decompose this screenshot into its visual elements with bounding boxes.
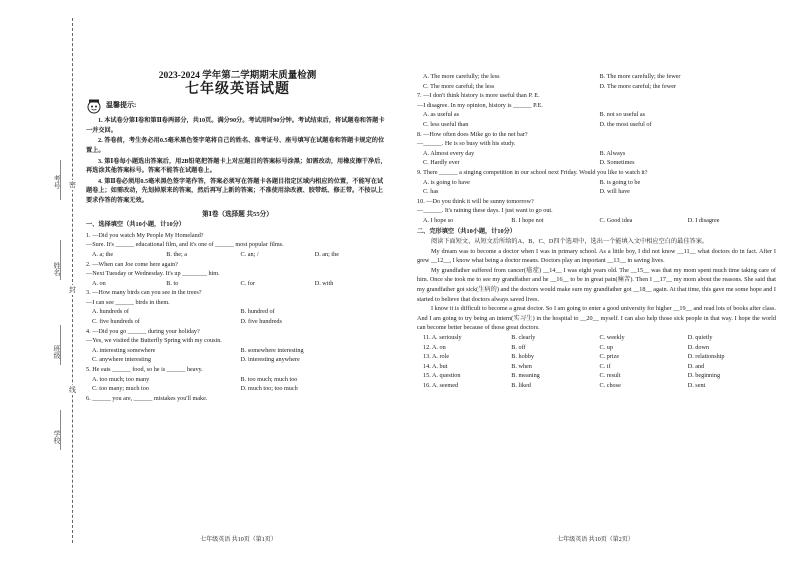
option-grid (86, 307, 389, 326)
cloze-option-row (417, 362, 776, 372)
option-c: C. chose (599, 382, 621, 389)
question-stem-2: —I can see ______ birds in them. (86, 298, 170, 306)
option-c: C. up (599, 343, 613, 351)
option-b: B. too much; much too (240, 375, 298, 383)
subject-title: 七年级英语试题 (185, 81, 290, 97)
binding-strip (0, 0, 78, 561)
option-row (86, 279, 389, 289)
option-a: A. on (92, 279, 106, 287)
notice-heading-text: 温馨提示: (106, 101, 137, 110)
option-c: C. an; / (240, 250, 259, 258)
option-a: 14. A. but (423, 362, 448, 370)
question-9 (417, 168, 776, 197)
cloze-option-row (417, 371, 776, 381)
question-stem: 3. —How many birds can you see in the trees? (86, 289, 202, 297)
option-c: C. Hardly ever (423, 159, 460, 167)
name-rule (60, 240, 62, 280)
option-b: B. liked (511, 382, 531, 389)
question-stem: 2. —When can Joe come here again? (86, 260, 178, 268)
notice-list (86, 116, 389, 205)
option-d: D. much too; too much (240, 385, 298, 393)
cloze-paragraph: My grandfather suffered from cancer(癌症) __14__ I was eight years old. The __15__ was that my mom spent much time taking care of him. Once she took me to see my grandfather and he __16__ to be in great pain(痛苦). Then I __17__ my mom about the reasons. She said that my grandfather got sick(生病的) and the doctors would make sure my grandfather got __18__ again. At that time, this gave me some hope and I started to believe that doctors always saved lives. (417, 266, 776, 303)
question-4 (86, 327, 389, 365)
option-b: B. Always (599, 149, 626, 157)
notice-item: 4. 第Ⅱ卷必须用0.5毫米黑色签字笔作答，答案必须写在答题卡各题目指定区域内相应的位置，不能写在试题卷上；如需改动，先划掉原来的答案，然后再写上新的答案；不准使用涂改液、胶带纸、修正带。不按以上要求作答的答案无效。 (86, 177, 384, 204)
option-c: C. Good idea (599, 216, 633, 224)
question-stem-2: —______. It's raining these days. I just want to go out. (417, 207, 553, 215)
option-c: C. if (599, 362, 611, 370)
option-d: D. and (687, 362, 705, 370)
option-d: D. an; the (314, 250, 339, 258)
question-stem-2: —Yes, we visited the Butterfly Spring with my cousin. (86, 337, 222, 345)
option-a: 15. A. question (423, 372, 461, 380)
name-label: 姓名 (53, 262, 61, 276)
option-a: 13. A. role (423, 353, 450, 361)
option-grid (417, 149, 776, 168)
question-stem: 5. He eats ______ food, so he is ______ heavy. (86, 366, 203, 374)
option-b: B. to (166, 279, 179, 287)
cloze-option-row (417, 381, 776, 391)
option-c: C. anywhere interesting (92, 356, 151, 364)
question-stem: 9. There ______ a singing competition in our school next Friday. Would you like to watch it? (417, 168, 648, 176)
class-rule (60, 325, 62, 365)
option-b: B. is going to be (599, 178, 641, 186)
option-d: D. The more careful; the fewer (599, 82, 677, 90)
left-footer: 七年级英语 共10页（第1页） (200, 537, 277, 543)
option-b: B. somewhere interesting (240, 346, 304, 354)
right-footer: 七年级英语 共10页（第2页） (557, 537, 634, 543)
option-c: C. weekly (599, 334, 625, 342)
option-d: D. will have (599, 188, 630, 196)
cloze-option-row (417, 352, 776, 362)
option-c: C. five hundreds of (92, 318, 140, 326)
option-c: C. for (240, 279, 255, 287)
right-page (397, 0, 794, 561)
question-stem-2: —Sure. It's ______ educational film, and it's one of ______ most popular films. (86, 241, 284, 249)
option-c: C. has (423, 188, 439, 196)
option-a: 11. A. seriously (423, 334, 462, 342)
question-stem-2: —I disagree. In my opinion, history is ______ P.E. (417, 101, 543, 109)
option-b: B. not so useful as (599, 111, 646, 119)
option-b: B. the; a (166, 250, 188, 258)
question-7 (417, 91, 776, 129)
seal-mark: 密 (69, 181, 76, 189)
option-b: B. I hope not (511, 216, 544, 224)
question-10 (417, 197, 776, 226)
option-a: A. as useful as (423, 111, 460, 119)
option-row (417, 216, 776, 226)
option-a: A. too much; too many (92, 375, 150, 383)
option-a: A. hundreds of (92, 308, 129, 316)
school-label: 学校 (53, 430, 61, 444)
question-stem: 1. —Did you watch My People My Homeland? (86, 231, 204, 239)
section1-title: 一、选择填空（共10小题，计10分） (86, 221, 185, 229)
option-b: B. hundred of (240, 308, 275, 316)
option-b: B. hobby (511, 353, 534, 361)
option-grid (417, 110, 776, 129)
question-3 (86, 288, 389, 326)
option-b: B. off (511, 343, 526, 351)
option-b: B. when (511, 362, 532, 370)
question-stem-2: —Next Tuesday or Wednesday. It's up ________ him. (86, 270, 220, 278)
option-d: D. beginning (687, 372, 721, 380)
class-label: 班级 (53, 345, 61, 359)
question-stem: 4. —Did you go ______ during your holiday? (86, 327, 200, 335)
question-stem: 8. —How often does Mike go to the net bar? (417, 130, 528, 138)
question-2 (86, 260, 389, 289)
option-d: D. Sometimes (599, 159, 635, 167)
option-d: D. the most useful of (599, 120, 652, 128)
notice-heading (86, 98, 389, 114)
option-d: D. sent (687, 382, 706, 389)
option-a: A. a; the (92, 250, 114, 258)
option-a: A. Almost every day (423, 149, 475, 157)
notice-item: 1. 本试卷分第Ⅰ卷和第Ⅱ卷两部分，共10页。满分90分。考试用时90分钟。考试结束后，将试题卷和答题卡一并交回。 (86, 117, 385, 134)
option-grid (86, 375, 389, 394)
left-content (86, 72, 389, 403)
question-6 (86, 394, 389, 404)
notice-item: 3. 第Ⅰ卷每小题选出答案后，用2B铅笔把答题卡上对应题目的答案标号涂黑；如需改动，用橡皮擦干净后，再选涂其他答案标号。答案不能答在试题卷上。 (86, 157, 387, 175)
option-d: D. with (314, 279, 334, 287)
option-d: D. quietly (687, 334, 713, 342)
question-stem: 7. —I don't think history is more useful than P. E. (417, 92, 540, 100)
question-stem: 6. ______ you are, ______ mistakes you'll make. (86, 394, 208, 402)
option-d: D. interesting anywhere (240, 356, 300, 364)
option-a: A. is going to have (423, 178, 470, 186)
cloze-option-row (417, 343, 776, 353)
option-a: A. interesting somewhere (92, 346, 156, 354)
mascot-icon (86, 98, 102, 114)
option-b: B. meaning (511, 372, 540, 380)
option-c: C. The more careful; the less (423, 82, 495, 90)
question-5 (86, 365, 389, 394)
option-a: A. I hope so (423, 216, 454, 224)
option-d: D. relationship (687, 353, 725, 361)
exam-title: 2023-2024 学年第二学期期末质量检测 (158, 71, 317, 81)
exam-no-rule (60, 160, 62, 200)
exam-no-label: 考号 (53, 175, 61, 189)
option-a: A. The more carefully; the less (423, 73, 500, 80)
question-stem-2: —______. He is so busy with his study. (417, 140, 516, 148)
option-grid (86, 346, 389, 365)
option-grid (417, 178, 776, 197)
section2-title: 二、完形填空（共10小题，计10分） (417, 227, 516, 235)
cloze-paragraph: I know it is difficult to become a great doctor. So I am going to enter a good university for higher __19__ and read lots of books after class. And I am going to try being an intern(实习生) in the hospital to __20__ myself. I can also help those sick people in that way. I hope the world can become better because of those great doctors. (417, 305, 776, 332)
option-c: C. less useful than (423, 120, 469, 128)
option-d: D. five hundreds (240, 318, 282, 326)
seal-mark: 封 (69, 286, 76, 294)
cloze-option-row (417, 333, 776, 343)
cloze-options (417, 333, 776, 391)
option-c: C. prize (599, 353, 620, 361)
option-d: D. I disagree (687, 216, 720, 224)
notice-item: 2. 答卷前，考生务必用0.5毫米黑色签字笔将自己的姓名、准考证号、座号填写在试题卷和答题卡规定的位置上。 (86, 137, 385, 154)
cloze-instruction: 阅读下面短文，从短文后所给的A、B、C、D四个选项中，选出一个能填入文中相应空白的最佳答案。 (431, 238, 709, 246)
option-row (86, 250, 389, 260)
question-8 (417, 130, 776, 168)
option-b: B. The more carefully; the fewer (599, 73, 681, 80)
option-c: C. result (599, 372, 621, 380)
option-d: D. down (687, 343, 710, 351)
question-6-options (417, 72, 776, 91)
cloze-paragraph: My dream was to become a doctor when I was in primary school. As a little boy, I did not know __11__ what doctors do in fact. After I grew __12__, I know what being a doctor means. Doctors play an important __13__ in saving lives. (417, 247, 776, 265)
school-rule (60, 410, 62, 450)
seal-line (72, 18, 73, 543)
option-b: B. clearly (511, 334, 536, 342)
option-a: 12. A. on (423, 343, 446, 351)
right-content (417, 72, 776, 391)
seal-mark: 线 (69, 386, 76, 394)
option-grid (417, 72, 776, 91)
option-a: 16. A. seemed (423, 382, 459, 389)
option-c: C. too many; much too (92, 385, 149, 393)
part1-title: 第Ⅰ卷（选择题 共55分） (202, 210, 273, 218)
question-1 (86, 231, 389, 260)
question-stem: 10. —Do you think it will be sunny tomorrow? (417, 197, 534, 205)
